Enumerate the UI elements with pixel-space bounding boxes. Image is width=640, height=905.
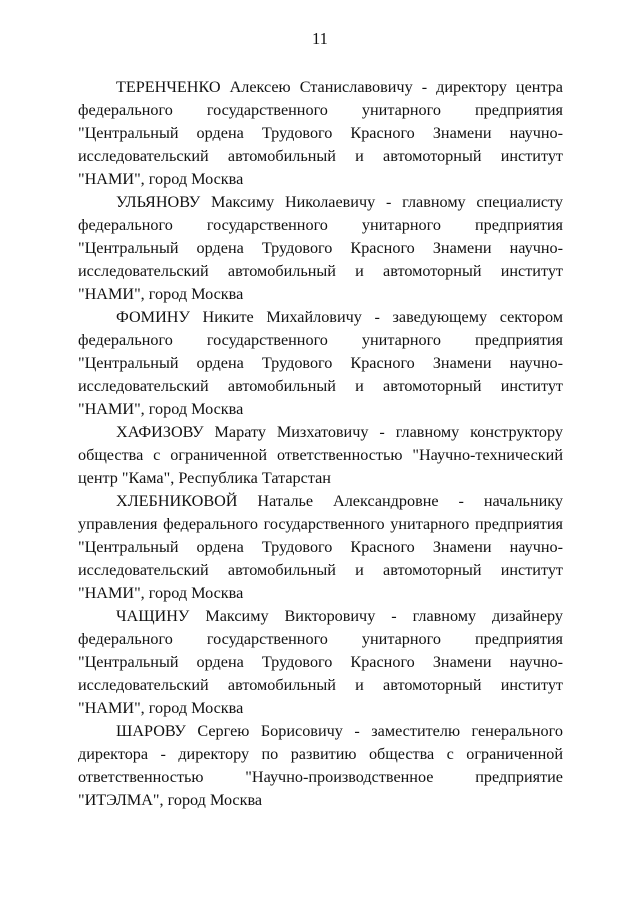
award-entry: ФОМИНУ Никите Михайловичу - заведующему сектором федерального государственного унитарного предприятия "Центральный ордена Трудового Красного Знамени научно-исследовательский автомобильный и автомоторный институт "НАМИ", город Москва — [78, 308, 563, 418]
award-entry: ХАФИЗОВУ Марату Мизхатовичу - главному конструктору общества с ограниченной ответственностью "Научно-технический центр "Кама", Республика Татарстан — [78, 423, 563, 487]
award-entry: ХЛЕБНИКОВОЙ Наталье Александровне - начальнику управления федерального государственного унитарного предприятия "Центральный ордена Трудового Красного Знамени научно-исследовательский автомобильный и автомоторный институт "НАМИ", город Москва — [78, 492, 563, 602]
award-entry: ЧАЩИНУ Максиму Викторовичу - главному дизайнеру федерального государственного унитарного предприятия "Центральный ордена Трудового Красного Знамени научно-исследовательский автомобильный и автомоторный институт "НАМИ", город Москва — [78, 607, 563, 717]
award-entry: УЛЬЯНОВУ Максиму Николаевичу - главному специалисту федерального государственного унитарного предприятия "Центральный ордена Трудового Красного Знамени научно-исследовательский автомобильный и автомоторный институт "НАМИ", город Москва — [78, 193, 563, 303]
page-number: 11 — [312, 29, 328, 48]
award-list — [78, 76, 563, 812]
award-entry: ШАРОВУ Сергею Борисовичу - заместителю генерального директора - директору по развитию общества с ограниченной ответственностью "Научно-производственное предприятие "ИТЭЛМА", город Москва — [78, 722, 563, 809]
award-entry: ТЕРЕНЧЕНКО Алексею Станиславовичу - директору центра федерального государственного унитарного предприятия "Центральный ордена Трудового Красного Знамени научно-исследовательский автомобильный и автомоторный институт "НАМИ", город Москва — [78, 78, 563, 188]
